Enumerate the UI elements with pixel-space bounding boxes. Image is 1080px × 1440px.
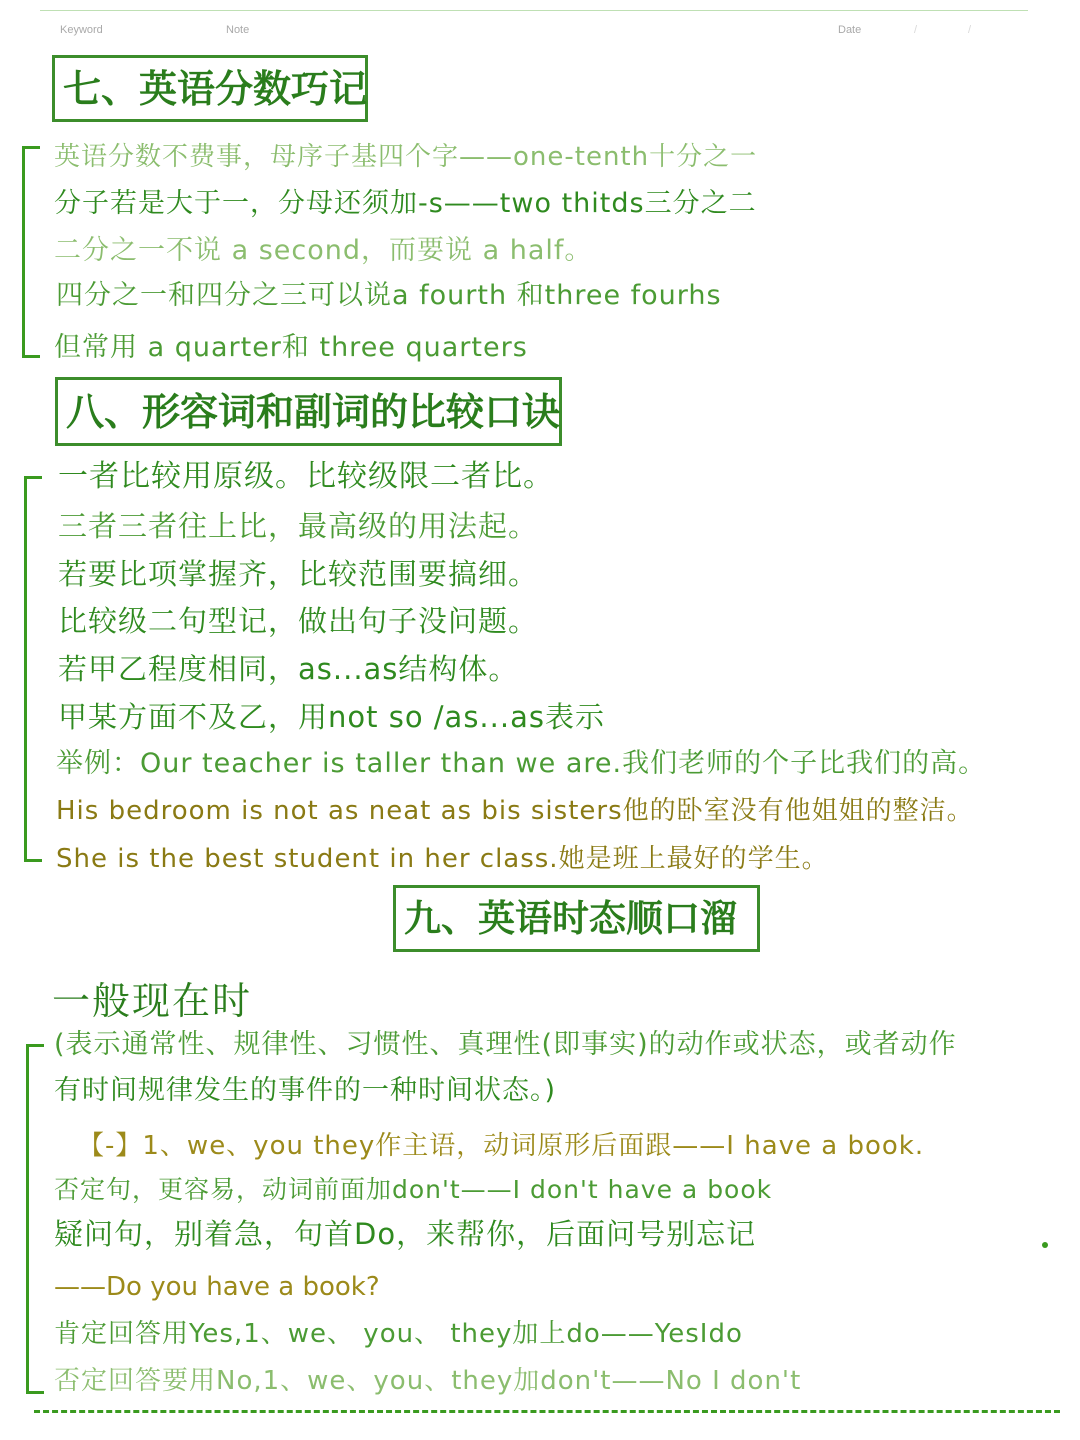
bottom-dashed-rule — [34, 1410, 1060, 1413]
section-9-line: 疑问句，别着急，句首Do，来帮你，后面问号别忘记 — [54, 1217, 757, 1251]
keyword-label: Keyword — [60, 24, 103, 36]
section-9-bracket — [26, 1044, 44, 1394]
section-8-title: 八、形容词和副词的比较口诀 — [55, 377, 562, 446]
section-8-line: 比较级二句型记，做出句子没问题。 — [58, 604, 539, 638]
section-9-title: 九、英语时态顺口溜 — [393, 885, 760, 952]
section-9-subtitle: 一般现在时 — [52, 979, 253, 1023]
ink-dot — [1042, 1242, 1048, 1248]
section-7-line: 四分之一和四分之三可以说a fourth 和three fourhs — [56, 280, 722, 311]
section-8-line: 若要比项掌握齐，比较范围要搞细。 — [58, 557, 539, 591]
section-8-bracket — [24, 476, 42, 862]
section-8-line: 三者三者往上比，最高级的用法起。 — [58, 509, 539, 543]
section-8-line: She is the best student in her class.她是班上最好的学生。 — [56, 844, 829, 874]
section-8-line: 甲某方面不及乙，用not so /as...as表示 — [58, 700, 605, 734]
section-9-line: 否定回答要用No,1、we、you、they加don't——No I don't — [54, 1366, 802, 1396]
section-9-line: 有时间规律发生的事件的一种时间状态。) — [54, 1075, 557, 1106]
section-9-line: 否定句，更容易，动词前面加don't——I don't have a book — [54, 1175, 773, 1204]
section-9-line: (表示通常性、规律性、习惯性、真理性(即事实)的动作或状态，或者动作 — [54, 1029, 957, 1060]
section-8-line: 一者比较用原级。比较级限二者比。 — [58, 459, 554, 494]
section-7-bracket — [22, 146, 40, 358]
section-9-line: 肯定回答用Yes,1、we、 you、 they加上do——YesIdo — [54, 1319, 743, 1349]
section-7-line: 分子若是大于一，分母还须加-s——two thitds三分之二 — [54, 188, 757, 219]
section-7-line: 二分之一不说 a second，而要说 a half。 — [54, 235, 593, 266]
section-8-line: 若甲乙程度相同，as...as结构体。 — [58, 652, 519, 686]
section-8-line: His bedroom is not as neat as bis sisters他的卧室没有他姐姐的整洁。 — [56, 796, 974, 826]
note-label: Note — [226, 24, 250, 36]
top-rule — [40, 10, 1028, 11]
section-7-line: 英语分数不费事，母序子基四个字——one-tenth十分之一 — [54, 142, 758, 172]
date-separator: / — [914, 24, 918, 36]
section-7-title: 七、英语分数巧记 — [52, 55, 368, 122]
section-7-line: 但常用 a quarter和 three quarters — [54, 332, 528, 363]
section-9-line: 【-】1、we、you they作主语，动词原形后面跟——I have a book. — [78, 1131, 925, 1161]
date-label: Date — [838, 24, 862, 36]
date-separator: / — [968, 24, 972, 36]
section-8-line: 举例：Our teacher is taller than we are.我们老师的个子比我们的高。 — [56, 748, 987, 779]
section-9-line: ——Do you have a book? — [54, 1272, 380, 1302]
